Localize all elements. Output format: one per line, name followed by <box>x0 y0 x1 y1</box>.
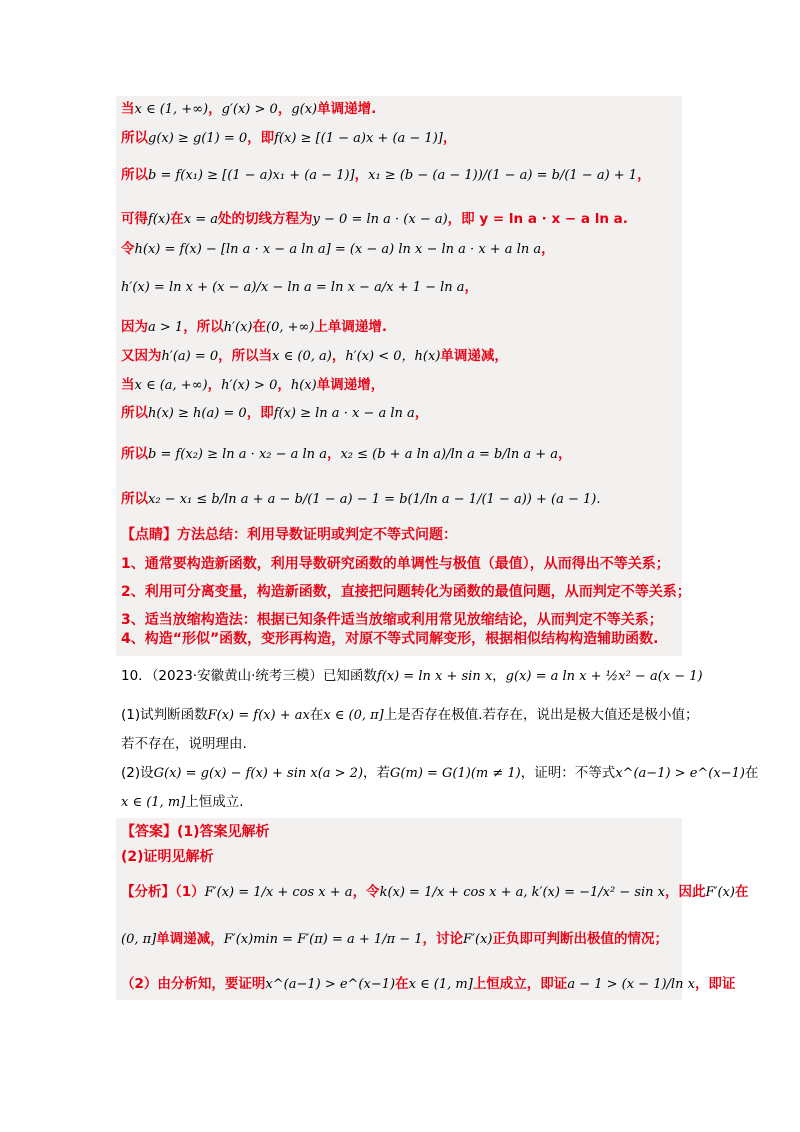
analysis-line-1: 【分析】（1）F′(x) = 1/x + cos x + a，令k(x) = 1/x + cos x + a, k′(x) = −1/x² − sin x，因此F′(x)在 <box>121 884 749 900</box>
solution-line-7: 因为a > 1，所以h′(x)在(0, +∞)上单调递增. <box>121 319 388 335</box>
tips-item-1: 1、通常要构造新函数，利用导数研究函数的单调性与极值（最值），从而得出不等关系； <box>121 556 670 572</box>
answer-line-2: (2)证明见解析 <box>121 849 214 865</box>
solution-line-4: 可得f(x)在x = a处的切线方程为y − 0 = ln a · (x − a)，即 y = ln a · x − a ln a. <box>121 211 628 227</box>
tips-title: 【点睛】方法总结：利用导数证明或判定不等式问题： <box>121 527 457 543</box>
problem-q1-line-2: 若不存在，说明理由. <box>121 736 247 752</box>
answer-label: 【答案】(1)答案见解析 <box>121 824 270 840</box>
answer-shade <box>116 818 682 1000</box>
problem-q2-line-1: (2)设G(x) = g(x) − f(x) + sin x(a > 2)，若G(m) = G(1)(m ≠ 1)，证明：不等式x^(a−1) > e^(x−1)在 <box>121 765 759 781</box>
solution-line-5: 令h(x) = f(x) − [ln a · x − a ln a] = (x − a) ln x − ln a · x + a ln a， <box>121 241 555 257</box>
solution-line-11: 所以b = f(x₂) ≥ ln a · x₂ − a ln a，x₂ ≤ (b + a ln a)/ln a = b/ln a + a， <box>121 446 572 462</box>
tips-item-2: 2、利用可分离变量，构造新函数，直接把问题转化为函数的最值问题，从而判定不等关系； <box>121 584 691 600</box>
problem-header: 10．（2023·安徽黄山·统考三模）已知函数f(x) = ln x + sin x，g(x) = a ln x + ½x² − a(x − 1) <box>121 668 703 684</box>
solution-line-3: 所以b = f(x₁) ≥ [(1 − a)x₁ + (a − 1)]，x₁ ≥ (b − (a − 1))/(1 − a) = b/(1 − a) + 1， <box>121 167 651 183</box>
solution-line-9: 当x ∈ (a, +∞)，h′(x) > 0，h(x)单调递增， <box>121 377 385 393</box>
solution-line-2: 所以g(x) ≥ g(1) = 0，即f(x) ≥ [(1 − a)x + (a − 1)]， <box>121 130 457 146</box>
analysis-line-2: (0, π]单调递减，F′(x)min = F′(π) = a + 1/π − 1，讨论F′(x)正负即可判断出极值的情况； <box>121 931 668 947</box>
solution-line-6: h′(x) = ln x + (x − a)/x − ln a = ln x − a/x + 1 − ln a， <box>121 279 479 295</box>
problem-q1-line-1: (1)试判断函数F(x) = f(x) + ax在x ∈ (0, π]上是否存在极值.若存在，说出是极大值还是极小值； <box>121 707 699 723</box>
solution-line-1: 当x ∈ (1, +∞)，g′(x) > 0，g(x)单调递增. <box>121 101 377 117</box>
tips-item-3: 3、适当放缩构造法：根据已知条件适当放缩或利用常见放缩结论，从而判定不等关系； <box>121 612 663 628</box>
solution-line-8: 又因为h′(a) = 0，所以当x ∈ (0, a)，h′(x) < 0，h(x)单调递减， <box>121 348 508 364</box>
solution-line-10: 所以h(x) ≥ h(a) = 0，即f(x) ≥ ln a · x − a ln a， <box>121 405 429 421</box>
problem-q2-line-2: x ∈ (1, m]上恒成立. <box>121 794 244 810</box>
solution-line-12: 所以x₂ − x₁ ≤ b/ln a + a − b/(1 − a) − 1 = b(1/ln a − 1/(1 − a)) + (a − 1). <box>121 491 601 507</box>
tips-item-4: 4、构造“形似”函数，变形再构造，对原不等式同解变形，根据相似结构构造辅助函数. <box>121 631 659 647</box>
analysis-line-3: （2）由分析知，要证明x^(a−1) > e^(x−1)在x ∈ (1, m]上恒成立，即证a − 1 > (x − 1)/ln x，即证 <box>121 976 736 992</box>
